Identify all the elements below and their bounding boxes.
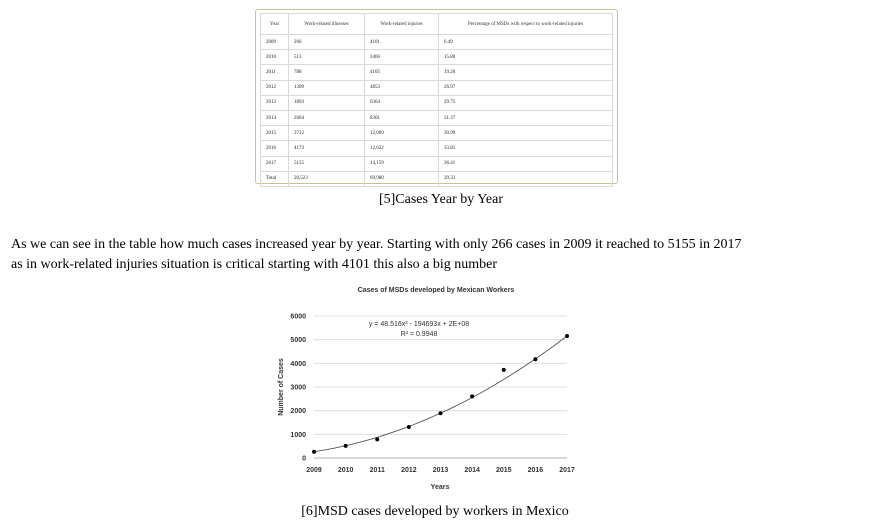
table-cell: 1309 bbox=[289, 80, 365, 95]
body-paragraph bbox=[11, 235, 876, 275]
table-cell: 2017 bbox=[261, 156, 289, 171]
data-point bbox=[439, 411, 443, 415]
table-cell: 2011 bbox=[261, 65, 289, 80]
data-point bbox=[502, 368, 506, 372]
paragraph-line-2: as in work-related injuries situation is critical starting with 4101 this also a big number bbox=[11, 257, 498, 272]
y-axis-label: Number of Cases bbox=[278, 358, 285, 416]
table-cell: 26.97 bbox=[439, 80, 613, 95]
y-tick-label: 5000 bbox=[290, 337, 306, 345]
table-cell: 36.41 bbox=[439, 156, 613, 171]
cases-table bbox=[260, 13, 613, 187]
table-cell: 3466 bbox=[365, 50, 439, 65]
table-row bbox=[261, 65, 613, 80]
x-tick-label: 2012 bbox=[401, 467, 417, 474]
table-cell: 6.49 bbox=[439, 35, 613, 50]
table-cell: 1893 bbox=[289, 95, 365, 110]
y-tick-label: 2000 bbox=[290, 408, 306, 416]
x-tick-label: 2015 bbox=[495, 467, 512, 474]
table-cell: 4173 bbox=[289, 141, 365, 156]
data-point bbox=[565, 334, 569, 338]
table-cell: 6364 bbox=[365, 95, 439, 110]
table-cell: 20,523 bbox=[289, 171, 365, 186]
chart-caption: [6]MSD cases developed by workers in Mexico bbox=[301, 504, 569, 519]
y-tick-label: 3000 bbox=[290, 384, 306, 392]
table-cell: 2009 bbox=[261, 35, 289, 50]
data-point bbox=[312, 450, 316, 454]
table-cell: 15.80 bbox=[439, 50, 613, 65]
header-injuries: Work-related injuries bbox=[365, 14, 439, 35]
data-point bbox=[375, 437, 379, 441]
table-cell: Total bbox=[261, 171, 289, 186]
table-row bbox=[261, 50, 613, 65]
x-axis-label: Years bbox=[430, 484, 450, 491]
table-cell: 19.20 bbox=[439, 65, 613, 80]
x-tick-label: 2017 bbox=[559, 467, 575, 474]
y-tick-label: 6000 bbox=[290, 313, 306, 321]
table-cell: 30.99 bbox=[439, 126, 613, 141]
table-cell: 29.75 bbox=[439, 95, 613, 110]
table-row bbox=[261, 171, 613, 186]
x-tick-label: 2009 bbox=[306, 467, 322, 474]
table-cell: 69,980 bbox=[365, 171, 439, 186]
x-tick-label: 2016 bbox=[527, 467, 544, 474]
table-row bbox=[261, 126, 613, 141]
table-cell: 8301 bbox=[365, 110, 439, 125]
msd-chart bbox=[274, 280, 594, 495]
header-illnesses: Work-related illnesses bbox=[289, 14, 365, 35]
table-cell: 29.33 bbox=[439, 171, 613, 186]
table-caption: [5]Cases Year by Year bbox=[378, 192, 504, 207]
chart-title: Cases of MSDs developed by Mexican Workers bbox=[357, 287, 515, 294]
trend-r2: R² = 0.9948 bbox=[400, 331, 438, 338]
y-tick-label: 1000 bbox=[290, 431, 306, 439]
table-row bbox=[261, 110, 613, 125]
table-cell: 4105 bbox=[365, 65, 439, 80]
table-cell: 2013 bbox=[261, 95, 289, 110]
table-frame bbox=[255, 9, 618, 184]
data-point bbox=[344, 444, 348, 448]
table-cell: 5155 bbox=[289, 156, 365, 171]
y-tick-label: 0 bbox=[302, 455, 306, 463]
table-cell: 2012 bbox=[261, 80, 289, 95]
header-year: Year bbox=[261, 14, 289, 35]
x-tick-label: 2014 bbox=[464, 467, 480, 474]
table-cell: 2016 bbox=[261, 141, 289, 156]
table-cell: 513 bbox=[289, 50, 365, 65]
x-tick-label: 2013 bbox=[432, 467, 449, 474]
table-row bbox=[261, 156, 613, 171]
table-cell: 12,009 bbox=[365, 126, 439, 141]
table-cell: 31.37 bbox=[439, 110, 613, 125]
table-cell: 2015 bbox=[261, 126, 289, 141]
table-cell: 12,622 bbox=[365, 141, 439, 156]
table-row bbox=[261, 35, 613, 50]
trend-equation: y = 48.516x² - 194693x + 2E+08 bbox=[368, 321, 470, 328]
table-cell: 4853 bbox=[365, 80, 439, 95]
header-percentage: Percentage of MSDs with respect to work-related injuries bbox=[439, 14, 613, 35]
table-cell: 4101 bbox=[365, 35, 439, 50]
table-cell: 2604 bbox=[289, 110, 365, 125]
table-row bbox=[261, 95, 613, 110]
table-cell: 3722 bbox=[289, 126, 365, 141]
y-tick-label: 4000 bbox=[290, 360, 306, 368]
table-cell: 14,159 bbox=[365, 156, 439, 171]
data-point bbox=[407, 425, 411, 429]
table-cell: 33.85 bbox=[439, 141, 613, 156]
paragraph-line-1: As we can see in the table how much cases increased year by year. Starting with only 266 cases in 2009 it reached to 5155 in 2017 bbox=[11, 237, 742, 252]
table-row bbox=[261, 80, 613, 95]
table-cell: 2014 bbox=[261, 110, 289, 125]
table-cell: 788 bbox=[289, 65, 365, 80]
x-tick-label: 2011 bbox=[369, 467, 385, 474]
table-cell: 266 bbox=[289, 35, 365, 50]
data-point bbox=[533, 357, 537, 361]
x-tick-label: 2010 bbox=[337, 467, 354, 474]
table-cell: 2010 bbox=[261, 50, 289, 65]
data-point bbox=[470, 394, 474, 398]
table-header-row bbox=[261, 14, 613, 35]
table-row bbox=[261, 141, 613, 156]
